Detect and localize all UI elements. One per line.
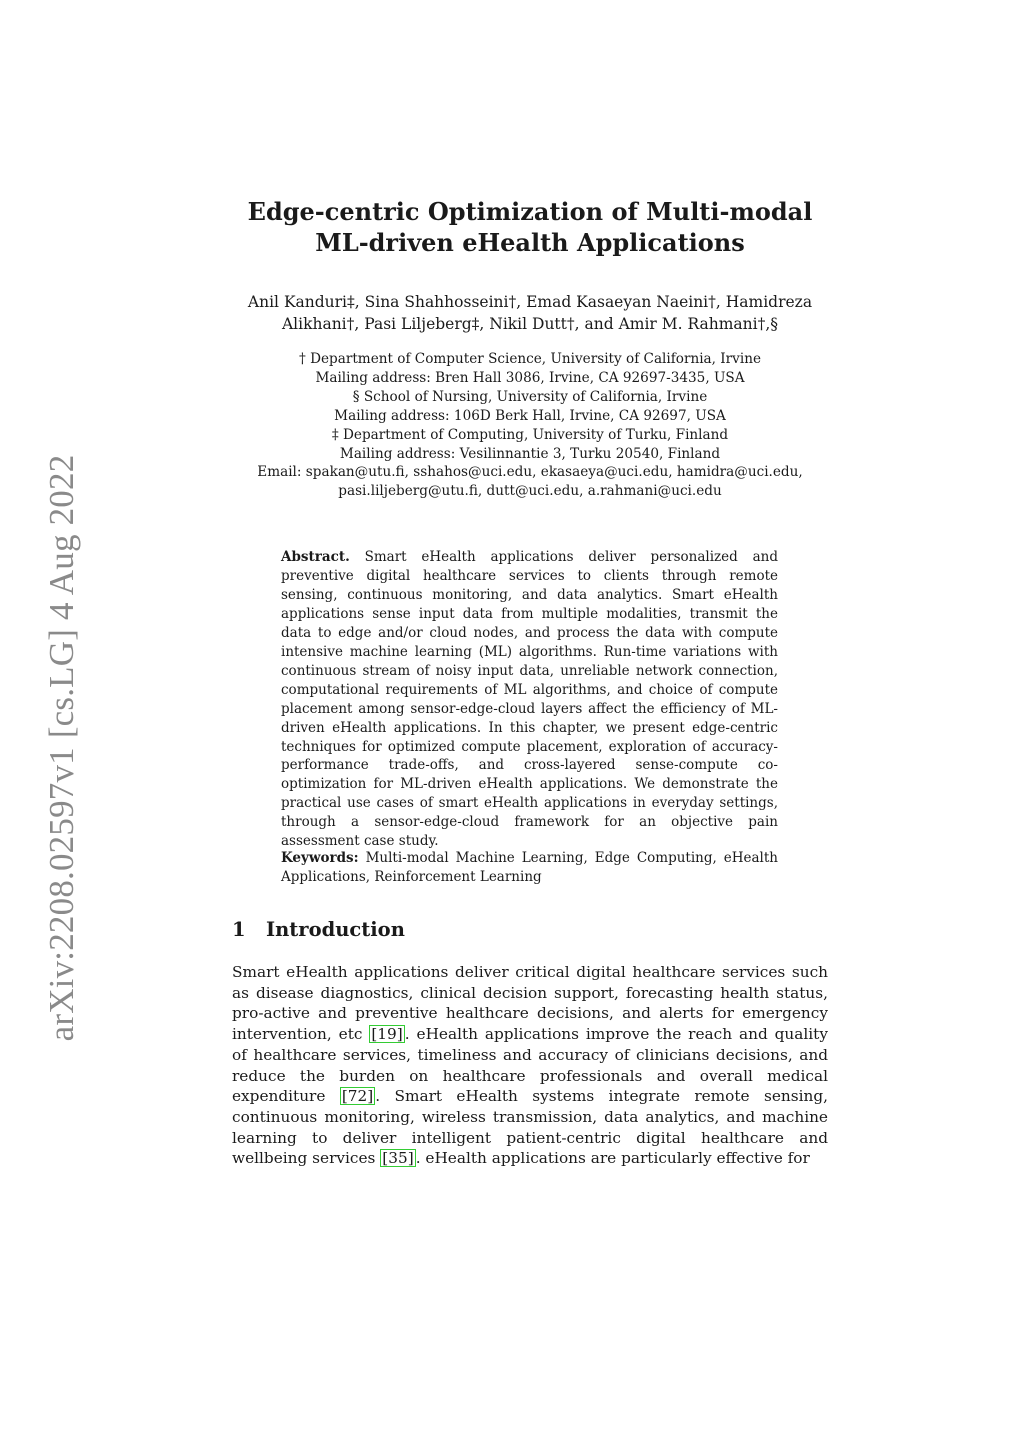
author-list xyxy=(232,291,828,335)
affiliation-line: Mailing address: Vesilinnantie 3, Turku 20540, Finland xyxy=(339,445,721,462)
arxiv-identifier: arXiv:2208.02597v1 [cs.LG] 4 Aug 2022 xyxy=(42,454,81,1042)
abstract xyxy=(281,548,778,851)
affiliation-line: ‡ Department of Computing, University of Turku, Finland xyxy=(331,426,729,443)
citation-link[interactable]: [19] xyxy=(371,1025,403,1044)
intro-text: . eHealth applications are particularly effective for xyxy=(415,1149,810,1168)
section-heading xyxy=(232,918,405,941)
affiliation-line: Mailing address: 106D Berk Hall, Irvine, CA 92697, USA xyxy=(334,407,726,424)
abstract-label: Abstract. xyxy=(281,549,350,565)
affiliation-line: † Department of Computer Science, University of California, Irvine xyxy=(298,351,762,367)
keywords-text: Multi-modal Machine Learning, Edge Computing, eHealth Applications, Reinforcement Learning xyxy=(281,850,778,885)
intro-text: . Smart eHealth systems integrate remote sensing, continuous monitoring, wireless transmission, data analytics, and machine learning to deliver intelligent patient-centric digital healthcare and wellbeing services xyxy=(232,1087,828,1168)
citation-link[interactable]: [35] xyxy=(382,1149,414,1168)
abstract-text: Smart eHealth applications deliver personalized and preventive digital healthcare services to clients through remote sensing, continuous monitoring, and data analytics. Smart eHealth applications sense input data from multiple modalities, transmit the data to edge and/or cloud nodes, and process the data with compute intensive machine learning (ML) algorithms. Run-time variations with continuous stream of noisy input data, unreliable network connection, computational requirements of ML algorithms, and choice of compute placement among sensor-edge-cloud layers affect the efficiency of ML-driven eHealth applications. In this chapter, we present edge-centric techniques for optimized compute placement, exploration of accuracy-performance trade-offs, and cross-layered sense-compute co-optimization for ML-driven eHealth applications. We demonstrate the practical use cases of smart eHealth applications in everyday settings, through a sensor-edge-cloud framework for an objective pain assessment case study. xyxy=(281,549,778,850)
section-title: Introduction xyxy=(266,918,405,941)
authors-line-1: Anil Kanduri‡, Sina Shahhosseini†, Emad Kasaeyan Naeini†, Hamidreza xyxy=(247,293,813,311)
keywords xyxy=(281,849,778,887)
affiliation-line: § School of Nursing, University of California, Irvine xyxy=(352,388,708,405)
keywords-label: Keywords: xyxy=(281,850,359,866)
introduction-paragraph xyxy=(232,962,828,1169)
title-line-2: ML-driven eHealth Applications xyxy=(315,228,745,257)
affiliations xyxy=(232,350,828,501)
title-line-1: Edge-centric Optimization of Multi-modal xyxy=(247,197,813,226)
citation-link[interactable]: [72] xyxy=(341,1087,374,1106)
authors-line-2: Alikhani†, Pasi Liljeberg‡, Nikil Dutt†, and Amir M. Rahmani†,§ xyxy=(281,315,779,333)
intro-text: Smart eHealth applications deliver critical digital healthcare services such as disease diagnostics, clinical decision support, forecasting health status, pro-active and preventive healthcare decisions, and alerts for emergency intervention, etc xyxy=(232,963,828,1044)
email-line: pasi.liljeberg@utu.fi, dutt@uci.edu, a.rahmani@uci.edu xyxy=(338,483,722,500)
email-line: Email: spakan@utu.fi, sshahos@uci.edu, ekasaeya@uci.edu, hamidra@uci.edu, xyxy=(257,464,803,481)
affiliation-line: Mailing address: Bren Hall 3086, Irvine, CA 92697-3435, USA xyxy=(315,369,745,386)
section-number: 1 xyxy=(232,918,246,941)
paper-title xyxy=(232,196,828,258)
intro-text: . eHealth applications improve the reach and quality of healthcare services, timeliness and accuracy of clinicians decisions, and reduce the burden on healthcare professionals and overall medical expenditure xyxy=(232,1025,828,1106)
